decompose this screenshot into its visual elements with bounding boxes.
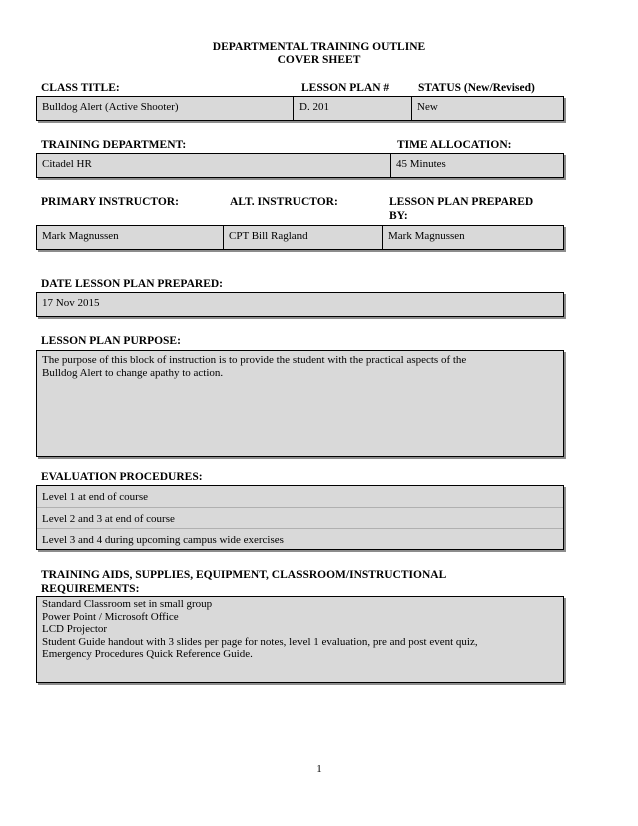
- lesson-purpose-label: LESSON PLAN PURPOSE:: [41, 335, 181, 347]
- primary-instructor-label: PRIMARY INSTRUCTOR:: [41, 196, 179, 208]
- training-aids-field[interactable]: [36, 596, 564, 683]
- training-aids-label: [41, 568, 446, 596]
- training-aids-label-line2: REQUIREMENTS:: [41, 583, 140, 595]
- time-allocation-label: TIME ALLOCATION:: [397, 139, 512, 151]
- document-subtitle: COVER SHEET: [277, 54, 361, 66]
- lesson-purpose-line: The purpose of this block of instruction is to provide the student with the practical aspects of the: [42, 354, 467, 366]
- date-prepared-label: DATE LESSON PLAN PREPARED:: [41, 278, 223, 290]
- primary-instructor-field[interactable]: Mark Magnussen: [42, 230, 119, 242]
- lesson-purpose-line: Bulldog Alert to change apathy to action.: [42, 367, 224, 379]
- prepared-by-label: [389, 195, 533, 223]
- evaluation-procedures-box: [36, 485, 564, 550]
- document-title: DEPARTMENTAL TRAINING OUTLINE: [212, 41, 426, 53]
- status-label: STATUS (New/Revised): [418, 82, 535, 94]
- lesson-plan-number-field[interactable]: D. 201: [293, 97, 411, 120]
- evaluation-item[interactable]: Level 2 and 3 at end of course: [37, 507, 563, 526]
- training-department-label: TRAINING DEPARTMENT:: [41, 139, 187, 151]
- prepared-by-label-line1: LESSON PLAN PREPARED: [389, 196, 534, 208]
- class-info-row: [36, 96, 564, 121]
- lesson-plan-number-label: LESSON PLAN #: [301, 82, 390, 94]
- date-prepared-box: [36, 292, 564, 317]
- prepared-by-label-line2: BY:: [389, 210, 408, 222]
- training-aids-item: Student Guide handout with 3 slides per page for notes, level 1 evaluation, pre and post event quiz,: [42, 635, 478, 648]
- time-allocation-field[interactable]: 45 Minutes: [390, 154, 563, 177]
- training-aids-item: Emergency Procedures Quick Reference Guide.: [42, 648, 253, 660]
- evaluation-item[interactable]: Level 3 and 4 during upcoming campus wide exercises: [37, 528, 563, 547]
- training-aids-item: Standard Classroom set in small group: [42, 598, 213, 610]
- lesson-purpose-field[interactable]: [36, 350, 564, 457]
- date-prepared-field[interactable]: 17 Nov 2015: [42, 297, 100, 309]
- class-title-field[interactable]: Bulldog Alert (Active Shooter): [42, 101, 179, 113]
- prepared-by-field[interactable]: Mark Magnussen: [382, 226, 563, 249]
- status-field[interactable]: New: [411, 97, 563, 120]
- evaluation-item[interactable]: Level 1 at end of course: [42, 491, 148, 503]
- training-aids-item: LCD Projector: [42, 623, 108, 635]
- alt-instructor-label: ALT. INSTRUCTOR:: [230, 196, 338, 208]
- training-aids-label-line1: TRAINING AIDS, SUPPLIES, EQUIPMENT, CLASSROOM/INSTRUCTIONAL: [41, 569, 447, 581]
- page-number: 1: [316, 763, 322, 775]
- evaluation-procedures-label: EVALUATION PROCEDURES:: [41, 471, 203, 483]
- alt-instructor-field[interactable]: CPT Bill Ragland: [223, 226, 382, 249]
- class-title-label: CLASS TITLE:: [41, 82, 120, 94]
- training-department-field[interactable]: Citadel HR: [42, 158, 92, 170]
- training-aids-item: Power Point / Microsoft Office: [42, 610, 179, 623]
- department-info-row: [36, 153, 564, 178]
- instructor-info-row: [36, 225, 564, 250]
